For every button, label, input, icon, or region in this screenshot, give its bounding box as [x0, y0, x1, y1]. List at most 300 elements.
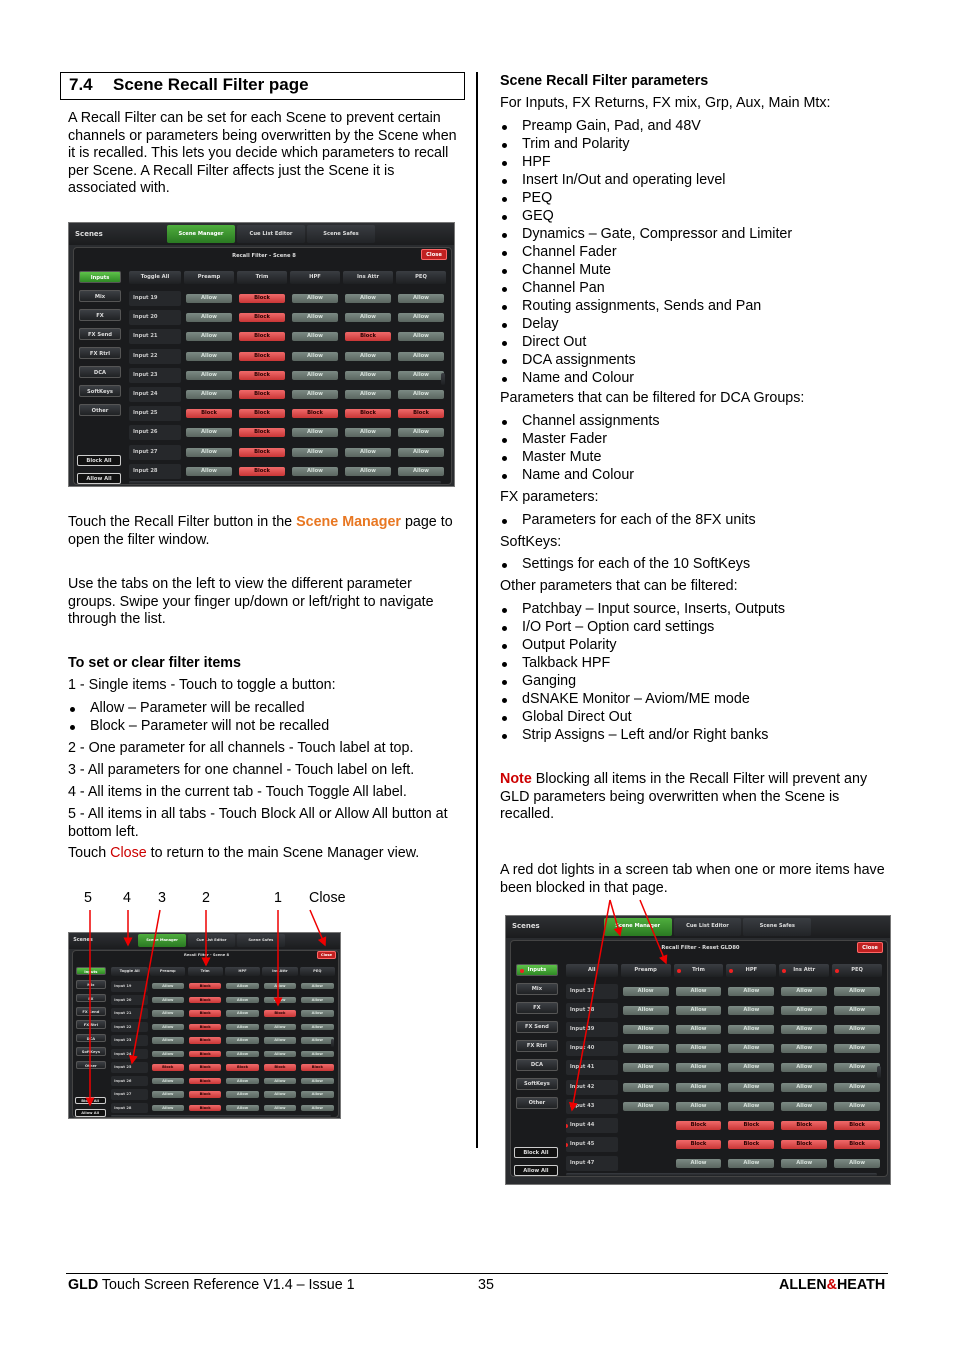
row-label[interactable]: Input 28: [111, 1103, 148, 1114]
filter-toggle-block[interactable]: Block: [728, 1140, 774, 1149]
filter-toggle-allow[interactable]: Allow: [264, 1091, 296, 1097]
filter-toggle-allow[interactable]: Allow: [834, 1025, 880, 1034]
tab-cue-list-editor[interactable]: Cue List Editor: [237, 225, 305, 243]
filter-toggle-allow[interactable]: Allow: [301, 1010, 333, 1016]
filter-toggle-allow[interactable]: Allow: [226, 983, 258, 989]
filter-toggle-allow[interactable]: Allow: [264, 997, 296, 1003]
column-divider: [476, 72, 478, 1148]
filter-toggle-allow[interactable]: Allow: [728, 1006, 774, 1015]
row-label[interactable]: Input 21: [129, 329, 181, 344]
column-header-preamp[interactable]: Preamp: [621, 964, 671, 977]
filter-toggle-allow[interactable]: Allow: [398, 390, 444, 399]
list-item: PEQ: [500, 190, 880, 208]
filter-toggle-allow[interactable]: Allow: [781, 987, 827, 996]
side-tab-dca[interactable]: DCA: [79, 366, 121, 378]
footer-doc: Touch Screen Reference V1.4 – Issue 1: [98, 1277, 355, 1293]
filter-toggle-allow[interactable]: Allow: [781, 1044, 827, 1053]
filter-toggle-allow[interactable]: Allow: [781, 1083, 827, 1092]
filter-toggle-block[interactable]: Block: [292, 409, 338, 418]
filter-toggle-block[interactable]: Block: [301, 1064, 333, 1070]
filter-toggle-allow[interactable]: Allow: [301, 1105, 333, 1111]
list-item: Parameters for each of the 8FX units: [500, 512, 880, 530]
row-label[interactable]: Input 42: [566, 1080, 618, 1095]
row-label[interactable]: Input 23: [129, 368, 181, 383]
filter-toggle-block[interactable]: Block: [189, 1024, 221, 1030]
row-label[interactable]: Input 25: [111, 1062, 148, 1073]
close-button[interactable]: Close: [857, 942, 883, 953]
red-dot-indicator: [520, 969, 524, 973]
column-header-trim[interactable]: Trim: [237, 271, 287, 284]
filter-toggle-block[interactable]: Block: [345, 332, 391, 341]
list-item: Strip Assigns – Left and/or Right banks: [500, 727, 880, 745]
list-item: Trim and Polarity: [500, 136, 880, 154]
filter-toggle-allow[interactable]: Allow: [623, 987, 669, 996]
row-label[interactable]: Input 26: [129, 425, 181, 440]
allow-all-button[interactable]: Allow All: [75, 1109, 106, 1117]
row-label[interactable]: Input 19: [129, 291, 181, 306]
tab-scene-manager[interactable]: Scene Manager: [604, 918, 672, 936]
filter-toggle-allow[interactable]: Allow: [781, 1102, 827, 1111]
filter-toggle-allow[interactable]: Allow: [186, 332, 232, 341]
scrollbar[interactable]: [441, 373, 445, 385]
filter-toggle-allow[interactable]: Allow: [301, 1037, 333, 1043]
scene-manager-link: Scene Manager: [296, 514, 401, 530]
list-item: Ganging: [500, 673, 880, 691]
filter-toggle-allow[interactable]: Allow: [398, 448, 444, 457]
close-button[interactable]: Close: [421, 249, 447, 260]
dca-intro: Parameters that can be filtered for DCA Groups:: [500, 390, 805, 406]
filter-toggle-block[interactable]: Block: [239, 332, 285, 341]
filter-toggle-block[interactable]: Block: [239, 313, 285, 322]
filter-toggle-allow[interactable]: Allow: [264, 1051, 296, 1057]
callout-1: 1: [274, 890, 282, 906]
column-header-hpf[interactable]: HPF: [290, 271, 340, 284]
row-label[interactable]: Input 44: [566, 1118, 618, 1133]
filter-toggle-allow[interactable]: Allow: [186, 390, 232, 399]
filter-toggle-block[interactable]: Block: [152, 1064, 184, 1070]
filter-toggle-block[interactable]: Block: [239, 428, 285, 437]
row-label[interactable]: Input 39: [566, 1022, 618, 1037]
filter-toggle-allow[interactable]: Allow: [781, 1159, 827, 1168]
filter-toggle-allow[interactable]: Allow: [226, 1078, 258, 1084]
filter-toggle-allow[interactable]: Allow: [186, 448, 232, 457]
filter-toggle-allow[interactable]: Allow: [292, 428, 338, 437]
fx-intro: FX parameters:: [500, 489, 599, 505]
tab-scene-safes[interactable]: Scene Safes: [743, 918, 811, 936]
side-tab-fx[interactable]: FX: [79, 309, 121, 321]
note-paragraph: [500, 771, 885, 824]
filter-toggle-allow[interactable]: Allow: [152, 1091, 184, 1097]
filter-toggle-allow[interactable]: Allow: [264, 1024, 296, 1030]
filter-toggle-allow[interactable]: Allow: [728, 987, 774, 996]
side-tab-dca[interactable]: DCA: [76, 1034, 106, 1042]
row-label[interactable]: Input 21: [111, 1008, 148, 1019]
filter-toggle-allow[interactable]: Allow: [398, 467, 444, 476]
side-tab-other[interactable]: Other: [79, 404, 121, 416]
row-label[interactable]: Input 22: [129, 349, 181, 364]
filter-toggle-allow[interactable]: Allow: [728, 1025, 774, 1034]
tab-cue-list-editor[interactable]: Cue List Editor: [674, 918, 742, 936]
side-tab-mix[interactable]: Mix: [79, 290, 121, 302]
filter-toggle-allow[interactable]: Allow: [301, 1051, 333, 1057]
filter-toggle-allow[interactable]: Allow: [186, 371, 232, 380]
filter-toggle-block[interactable]: Block: [239, 409, 285, 418]
side-tab-softkeys[interactable]: SoftKeys: [76, 1047, 106, 1055]
dca-param-list: [500, 413, 880, 485]
side-tab-other[interactable]: Other: [76, 1061, 106, 1069]
column-header-trim[interactable]: Trim: [674, 964, 724, 977]
filter-toggle-allow[interactable]: Allow: [676, 1063, 722, 1072]
tab-scene-safes[interactable]: Scene Safes: [237, 934, 285, 947]
side-tab-fx-send[interactable]: FX Send: [516, 1021, 558, 1033]
filter-toggle-allow[interactable]: Allow: [301, 1078, 333, 1084]
touch-recall-paragraph: [68, 514, 458, 549]
inputs-param-list: [500, 118, 880, 388]
filter-toggle-allow[interactable]: Allow: [292, 448, 338, 457]
list-item: Routing assignments, Sends and Pan: [500, 298, 880, 316]
list-item: dSNAKE Monitor – Aviom/ME mode: [500, 691, 880, 709]
column-header-trim[interactable]: Trim: [188, 967, 223, 976]
list-item: Insert In/Out and operating level: [500, 172, 880, 190]
filter-toggle-allow[interactable]: Allow: [152, 1024, 184, 1030]
recall-filter-screenshot-1: [68, 222, 455, 487]
filter-toggle-allow[interactable]: Allow: [292, 467, 338, 476]
callout-4: 4: [123, 890, 131, 906]
filter-toggle-allow[interactable]: Allow: [186, 352, 232, 361]
filter-toggle-allow[interactable]: Allow: [781, 1006, 827, 1015]
row-label[interactable]: Input 26: [111, 1076, 148, 1087]
list-item: Direct Out: [500, 334, 880, 352]
list-item: Patchbay – Input source, Inserts, Outputs: [500, 601, 880, 619]
list-item: Talkback HPF: [500, 655, 880, 673]
filter-toggle-allow[interactable]: Allow: [264, 1078, 296, 1084]
toggle-all-label[interactable]: Toggle All: [129, 271, 181, 284]
filter-toggle-allow[interactable]: Allow: [623, 1083, 669, 1092]
filter-toggle-block[interactable]: Block: [186, 409, 232, 418]
filter-toggle-allow[interactable]: Allow: [226, 1091, 258, 1097]
filter-toggle-block[interactable]: Block: [239, 448, 285, 457]
row-label[interactable]: Input 24: [111, 1049, 148, 1060]
filter-toggle-allow[interactable]: Allow: [152, 1037, 184, 1043]
row-label[interactable]: Input 45: [566, 1137, 618, 1152]
filter-toggle-allow[interactable]: Allow: [301, 997, 333, 1003]
filter-toggle-allow[interactable]: Allow: [834, 1083, 880, 1092]
section-heading: [60, 72, 465, 100]
filter-toggle-block[interactable]: Block: [189, 1078, 221, 1084]
filter-toggle-allow[interactable]: Allow: [728, 1083, 774, 1092]
step-5: 5 - All items in all tabs - Touch Block All or Allow All button at bottom left.: [68, 806, 448, 840]
row-label[interactable]: Input 28: [129, 464, 181, 479]
filter-toggle-allow[interactable]: Allow: [834, 1006, 880, 1015]
filter-toggle-allow[interactable]: Allow: [152, 1010, 184, 1016]
filter-toggle-block[interactable]: Block: [239, 352, 285, 361]
filter-toggle-allow[interactable]: Allow: [398, 371, 444, 380]
side-tab-softkeys[interactable]: SoftKeys: [79, 385, 121, 397]
filter-toggle-block[interactable]: Block: [239, 390, 285, 399]
tab-cue-list-editor[interactable]: Cue List Editor: [188, 934, 236, 947]
filter-toggle-block[interactable]: Block: [834, 1121, 880, 1130]
callout-arrows: [60, 905, 360, 1120]
filter-toggle-allow[interactable]: Allow: [264, 1105, 296, 1111]
column-header-ins-attr[interactable]: Ins Attr: [779, 964, 829, 977]
filter-toggle-allow[interactable]: Allow: [301, 1024, 333, 1030]
filter-toggle-block[interactable]: Block: [189, 1037, 221, 1043]
column-header-peq[interactable]: PEQ: [300, 967, 335, 976]
filter-toggle-allow[interactable]: Allow: [623, 1006, 669, 1015]
filter-toggle-block[interactable]: Block: [226, 1064, 258, 1070]
column-header-ins-attr[interactable]: Ins Attr: [262, 967, 297, 976]
allow-all-button[interactable]: Allow All: [77, 473, 121, 484]
filter-toggle-block[interactable]: Block: [189, 1051, 221, 1057]
red-dot-indicator: [566, 1143, 568, 1147]
filter-toggle-allow[interactable]: Allow: [292, 332, 338, 341]
close-button[interactable]: Close: [317, 951, 335, 959]
filter-toggle-allow[interactable]: Allow: [676, 987, 722, 996]
row-label[interactable]: Input 43: [566, 1099, 618, 1114]
side-tab-mix[interactable]: Mix: [76, 980, 106, 988]
filter-toggle-allow[interactable]: Allow: [152, 1078, 184, 1084]
column-header-preamp[interactable]: Preamp: [184, 271, 234, 284]
list-item: I/O Port – Option card settings: [500, 619, 880, 637]
filter-toggle-allow[interactable]: Allow: [301, 1091, 333, 1097]
step-1: 1 - Single items - Touch to toggle a button:: [68, 677, 336, 693]
filter-toggle-allow[interactable]: Allow: [834, 1063, 880, 1072]
horizontal-scrollbar[interactable]: [129, 481, 441, 484]
tab-scene-manager[interactable]: Scene Manager: [138, 934, 186, 947]
filter-toggle-block[interactable]: Block: [239, 371, 285, 380]
filter-toggle-allow[interactable]: Allow: [728, 1044, 774, 1053]
side-tab-fx[interactable]: FX: [516, 1002, 558, 1014]
filter-toggle-allow[interactable]: Allow: [226, 1024, 258, 1030]
filter-toggle-block[interactable]: Block: [189, 1064, 221, 1070]
filter-toggle-allow[interactable]: Allow: [676, 1083, 722, 1092]
footer-doc-title: [68, 1277, 355, 1295]
filter-toggle-allow[interactable]: Allow: [834, 1102, 880, 1111]
filter-toggle-allow[interactable]: Allow: [292, 390, 338, 399]
filter-toggle-allow[interactable]: Allow: [292, 313, 338, 322]
filter-toggle-allow[interactable]: Allow: [398, 313, 444, 322]
row-label[interactable]: Input 23: [111, 1035, 148, 1046]
scrollbar[interactable]: [877, 1066, 881, 1078]
toggle-all-label[interactable]: Toggle All: [111, 967, 148, 976]
list-item: Channel Pan: [500, 280, 880, 298]
side-tab-softkeys[interactable]: SoftKeys: [516, 1078, 558, 1090]
filter-toggle-allow[interactable]: Allow: [301, 983, 333, 989]
filter-toggle-allow[interactable]: Allow: [676, 1159, 722, 1168]
filter-toggle-allow[interactable]: Allow: [623, 1025, 669, 1034]
row-label[interactable]: Input 22: [111, 1022, 148, 1033]
step-2: 2 - One parameter for all channels - Touch label at top.: [68, 740, 414, 756]
filter-toggle-allow[interactable]: Allow: [398, 428, 444, 437]
side-tab-inputs[interactable]: Inputs: [79, 271, 121, 283]
panel-title: Recall Filter - Reset GLD80: [661, 944, 740, 951]
filter-toggle-allow[interactable]: Allow: [264, 1037, 296, 1043]
filter-toggle-block[interactable]: Block: [781, 1140, 827, 1149]
step-4: 4 - All items in the current tab - Touch Toggle All label.: [68, 784, 407, 800]
side-tab-fx[interactable]: FX: [76, 994, 106, 1002]
column-header-ins-attr[interactable]: Ins Attr: [343, 271, 393, 284]
side-tab-inputs[interactable]: Inputs: [516, 964, 558, 976]
row-label[interactable]: Input 25: [129, 406, 181, 421]
filter-toggle-allow[interactable]: Allow: [834, 1159, 880, 1168]
block-all-button[interactable]: Block All: [514, 1147, 558, 1158]
filter-toggle-allow[interactable]: Allow: [623, 1102, 669, 1111]
filter-toggle-allow[interactable]: Allow: [152, 1051, 184, 1057]
filter-toggle-block[interactable]: Block: [264, 1064, 296, 1070]
row-label[interactable]: Input 24: [129, 387, 181, 402]
red-dot-indicator: [835, 969, 839, 973]
footer-rule: [66, 1273, 888, 1274]
filter-toggle-allow[interactable]: Allow: [834, 1044, 880, 1053]
filter-toggle-allow[interactable]: Allow: [226, 1037, 258, 1043]
toggle-all-label[interactable]: All: [566, 964, 618, 977]
filter-toggle-block[interactable]: Block: [189, 1105, 221, 1111]
filter-toggle-allow[interactable]: Allow: [264, 983, 296, 989]
column-header-peq[interactable]: PEQ: [396, 271, 446, 284]
set-clear-heading: To set or clear filter items: [68, 655, 241, 671]
row-label[interactable]: Input 47: [566, 1156, 618, 1171]
allow-all-button[interactable]: Allow All: [514, 1165, 558, 1176]
row-label[interactable]: Input 41: [566, 1060, 618, 1075]
side-tab-inputs[interactable]: Inputs: [76, 967, 106, 975]
section-title: Scene Recall Filter page: [113, 75, 309, 94]
filter-toggle-allow[interactable]: Allow: [676, 1044, 722, 1053]
filter-toggle-block[interactable]: Block: [239, 467, 285, 476]
filter-toggle-allow[interactable]: Allow: [345, 352, 391, 361]
filter-toggle-allow[interactable]: Allow: [345, 313, 391, 322]
filter-toggle-allow[interactable]: Allow: [345, 448, 391, 457]
filter-toggle-allow[interactable]: Allow: [345, 371, 391, 380]
filter-toggle-allow[interactable]: Allow: [781, 1063, 827, 1072]
filter-toggle-allow[interactable]: Allow: [345, 294, 391, 303]
callout-5: 5: [84, 890, 92, 906]
filter-toggle-block[interactable]: Block: [676, 1121, 722, 1130]
filter-toggle-block[interactable]: Block: [189, 997, 221, 1003]
list-item: Output Polarity: [500, 637, 880, 655]
side-tab-fx-rtrl[interactable]: FX Rtrl: [516, 1040, 558, 1052]
column-header-peq[interactable]: PEQ: [832, 964, 882, 977]
row-label[interactable]: Input 19: [111, 981, 148, 992]
side-tab-fx-rtrl[interactable]: FX Rtrl: [76, 1020, 106, 1028]
filter-toggle-allow[interactable]: Allow: [186, 313, 232, 322]
filter-toggle-allow[interactable]: Allow: [152, 997, 184, 1003]
filter-toggle-allow[interactable]: Allow: [292, 294, 338, 303]
filter-toggle-allow[interactable]: Allow: [345, 390, 391, 399]
filter-toggle-block[interactable]: Block: [189, 1010, 221, 1016]
horizontal-scrollbar[interactable]: [566, 1173, 877, 1176]
block-all-button[interactable]: Block All: [75, 1097, 106, 1105]
footer-brand: GLD: [68, 1277, 99, 1293]
filter-toggle-block[interactable]: Block: [189, 983, 221, 989]
list-item: Global Direct Out: [500, 709, 880, 727]
filter-toggle-allow[interactable]: Allow: [292, 352, 338, 361]
filter-toggle-allow[interactable]: Allow: [834, 987, 880, 996]
close-text-end: to return to the main Scene Manager view.: [146, 845, 420, 861]
filter-toggle-allow[interactable]: Allow: [623, 1063, 669, 1072]
row-label[interactable]: Input 27: [129, 445, 181, 460]
intro-paragraph: A Recall Filter can be set for each Scene to prevent certain channels or parameters being overwritten by the Scene when it is recalled. This lets you decide which parameters to recall per Scene. A Recall Filter affects just the Scene it is associated with.: [68, 110, 457, 197]
callout-3: 3: [158, 890, 166, 906]
column-header-hpf[interactable]: HPF: [225, 967, 260, 976]
block-all-button[interactable]: Block All: [77, 455, 121, 466]
company-amp: &: [826, 1277, 837, 1293]
filter-toggle-allow[interactable]: Allow: [676, 1025, 722, 1034]
list-item: Name and Colour: [500, 370, 880, 388]
tab-scene-manager[interactable]: Scene Manager: [167, 225, 235, 243]
filter-toggle-allow[interactable]: Allow: [226, 1105, 258, 1111]
filter-toggle-block[interactable]: Block: [264, 1010, 296, 1016]
row-label[interactable]: Input 27: [111, 1089, 148, 1100]
filter-toggle-allow[interactable]: Allow: [676, 1102, 722, 1111]
filter-toggle-allow[interactable]: Allow: [781, 1025, 827, 1034]
side-tab-dca[interactable]: DCA: [516, 1059, 558, 1071]
side-tab-fx-rtrl[interactable]: FX Rtrl: [79, 347, 121, 359]
row-label[interactable]: Input 40: [566, 1041, 618, 1056]
close-text-start: Touch: [68, 845, 111, 861]
filter-toggle-block[interactable]: Block: [834, 1140, 880, 1149]
filter-toggle-block[interactable]: Block: [345, 409, 391, 418]
row-label[interactable]: Input 37: [566, 984, 618, 999]
filter-toggle-block[interactable]: Block: [398, 409, 444, 418]
filter-toggle-allow[interactable]: Allow: [152, 983, 184, 989]
row-label[interactable]: Input 20: [111, 995, 148, 1006]
row-label[interactable]: Input 20: [129, 310, 181, 325]
softkeys-intro: SoftKeys:: [500, 534, 562, 550]
filter-toggle-allow[interactable]: Allow: [623, 1044, 669, 1053]
filter-toggle-block[interactable]: Block: [781, 1121, 827, 1130]
filter-toggle-allow[interactable]: Allow: [186, 467, 232, 476]
side-tab-mix[interactable]: Mix: [516, 983, 558, 995]
filter-toggle-allow[interactable]: Allow: [226, 997, 258, 1003]
filter-toggle-allow[interactable]: Allow: [186, 428, 232, 437]
tab-scene-safes[interactable]: Scene Safes: [307, 225, 375, 243]
filter-toggle-block[interactable]: Block: [189, 1091, 221, 1097]
other-intro: Other parameters that can be filtered:: [500, 578, 738, 594]
side-tab-other[interactable]: Other: [516, 1097, 558, 1109]
list-item: Master Fader: [500, 431, 880, 449]
filter-toggle-allow[interactable]: Allow: [226, 1010, 258, 1016]
panel-title: Recall Filter - Scene 8: [232, 253, 296, 259]
column-header-preamp[interactable]: Preamp: [150, 967, 185, 976]
filter-toggle-allow[interactable]: Allow: [226, 1051, 258, 1057]
side-tab-fx-send[interactable]: FX Send: [76, 1007, 106, 1015]
list-item: Delay: [500, 316, 880, 334]
filter-toggle-allow[interactable]: Allow: [152, 1105, 184, 1111]
close-paragraph: [68, 845, 458, 863]
filter-toggle-allow[interactable]: Allow: [345, 428, 391, 437]
row-label[interactable]: Input 38: [566, 1003, 618, 1018]
filter-toggle-allow[interactable]: Allow: [728, 1102, 774, 1111]
touch-text-start: Touch the Recall Filter button in the: [68, 514, 297, 530]
filter-toggle-block[interactable]: Block: [728, 1121, 774, 1130]
filter-toggle-block[interactable]: Block: [239, 294, 285, 303]
side-tab-fx-send[interactable]: FX Send: [79, 328, 121, 340]
app-title: Scenes: [75, 230, 103, 238]
filter-toggle-allow[interactable]: Allow: [728, 1063, 774, 1072]
filter-toggle-allow[interactable]: Allow: [292, 371, 338, 380]
filter-toggle-allow[interactable]: Allow: [728, 1159, 774, 1168]
filter-toggle-allow[interactable]: Allow: [186, 294, 232, 303]
column-header-hpf[interactable]: HPF: [726, 964, 776, 977]
filter-toggle-allow[interactable]: Allow: [676, 1006, 722, 1015]
filter-toggle-allow[interactable]: Allow: [345, 467, 391, 476]
filter-toggle-block[interactable]: Block: [676, 1140, 722, 1149]
fx-param-list: [500, 512, 880, 530]
filter-toggle-allow[interactable]: Allow: [398, 294, 444, 303]
inputs-intro: For Inputs, FX Returns, FX mix, Grp, Aux, Main Mtx:: [500, 95, 831, 111]
filter-toggle-allow[interactable]: Allow: [398, 352, 444, 361]
filter-toggle-allow[interactable]: Allow: [398, 332, 444, 341]
